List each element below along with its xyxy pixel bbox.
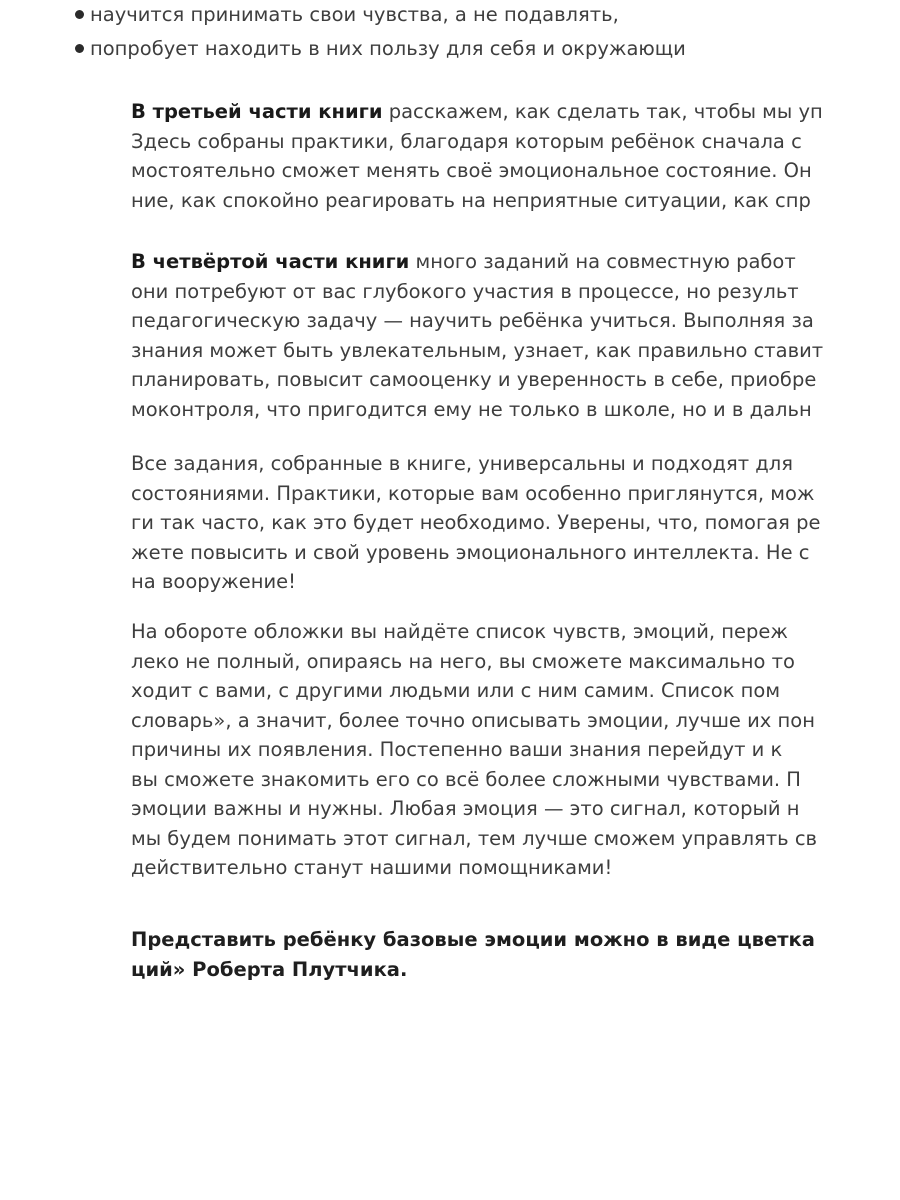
paragraph-line: знания может быть увлекательным, узнает, как правильно ставит [131,338,824,362]
paragraph-line: мы будем понимать этот сигнал, тем лучше сможем управлять св [131,826,818,850]
paragraph-line [131,247,900,277]
paragraph-universal [131,449,900,597]
paragraph-part4 [131,247,900,424]
paragraph-line: жете повысить и свой уровень эмоционального интеллекта. Не с [131,540,810,564]
paragraph-line: Здесь собраны практики, благодаря которым ребёнок сначала с [131,129,802,153]
paragraph-line: Представить ребёнку базовые эмоции можно в виде цветка [131,928,815,951]
paragraph-line: моконтроля, что пригодится ему не только в школе, но и в дальн [131,397,812,421]
paragraph-line: мостоятельно сможет менять своё эмоциональное состояние. Он [131,159,812,182]
bullet-text: научится принимать свои чувства, а не подавлять, [90,3,619,26]
paragraph-line: педагогическую задачу — научить ребёнка учиться. Выполняя за [131,309,814,332]
line-text: много заданий на совместную работ [409,250,796,273]
paragraph-lead: В третьей части книги [131,100,383,123]
paragraph-line: Все задания, собранные в книге, универсальны и подходят для [131,452,793,475]
bullet-dot-icon [75,10,84,19]
paragraph-line: эмоции важны и нужны. Любая эмоция — это сигнал, который н [131,797,800,820]
bullet-text: попробует находить в них пользу для себя и окружающи [90,37,686,60]
paragraph-line: словарь», а значит, более точно описывать эмоции, лучше их пон [131,708,815,732]
paragraph-line: причины их появления. Постепенно ваши знания перейдут и к [131,738,783,761]
paragraph-line: ходит с вами, с другими людьми или с ним самим. Список пом [131,679,781,702]
paragraph-line: ги так часто, как это будет необходимо. Уверены, что, помогая ре [131,511,821,534]
paragraph-cover-list [131,617,900,883]
line-text: расскажем, как сделать так, чтобы мы уп [382,100,823,123]
paragraph-line: они потребуют от вас глубокого участия в процессе, но результ [131,279,799,303]
paragraph-closing [131,925,900,984]
paragraph-line: леко не полный, опираясь на него, вы сможете максимально то [131,649,795,673]
paragraph-line [131,97,900,127]
paragraph-line: ций» Роберта Плутчика. [131,957,408,981]
paragraph-line: состояниями. Практики, которые вам особенно приглянутся, мож [131,481,815,505]
text-column [131,0,900,1200]
paragraph-lead: В четвёртой части книги [131,250,410,273]
paragraph-line: планировать, повысит самооценку и уверенность в себе, приобре [131,368,817,391]
paragraph-line: ние, как спокойно реагировать на неприятные ситуации, как спр [131,188,811,212]
paragraph-part3 [131,97,900,215]
paragraph-line: на вооружение! [131,570,296,593]
paragraph-line: действительно станут нашими помощниками! [131,856,613,879]
paragraph-line: вы сможете знакомить его со всё более сложными чувствами. П [131,767,801,791]
paragraph-line: На обороте обложки вы найдёте список чувств, эмоций, переж [131,620,788,643]
bullet-dot-icon [75,44,84,53]
